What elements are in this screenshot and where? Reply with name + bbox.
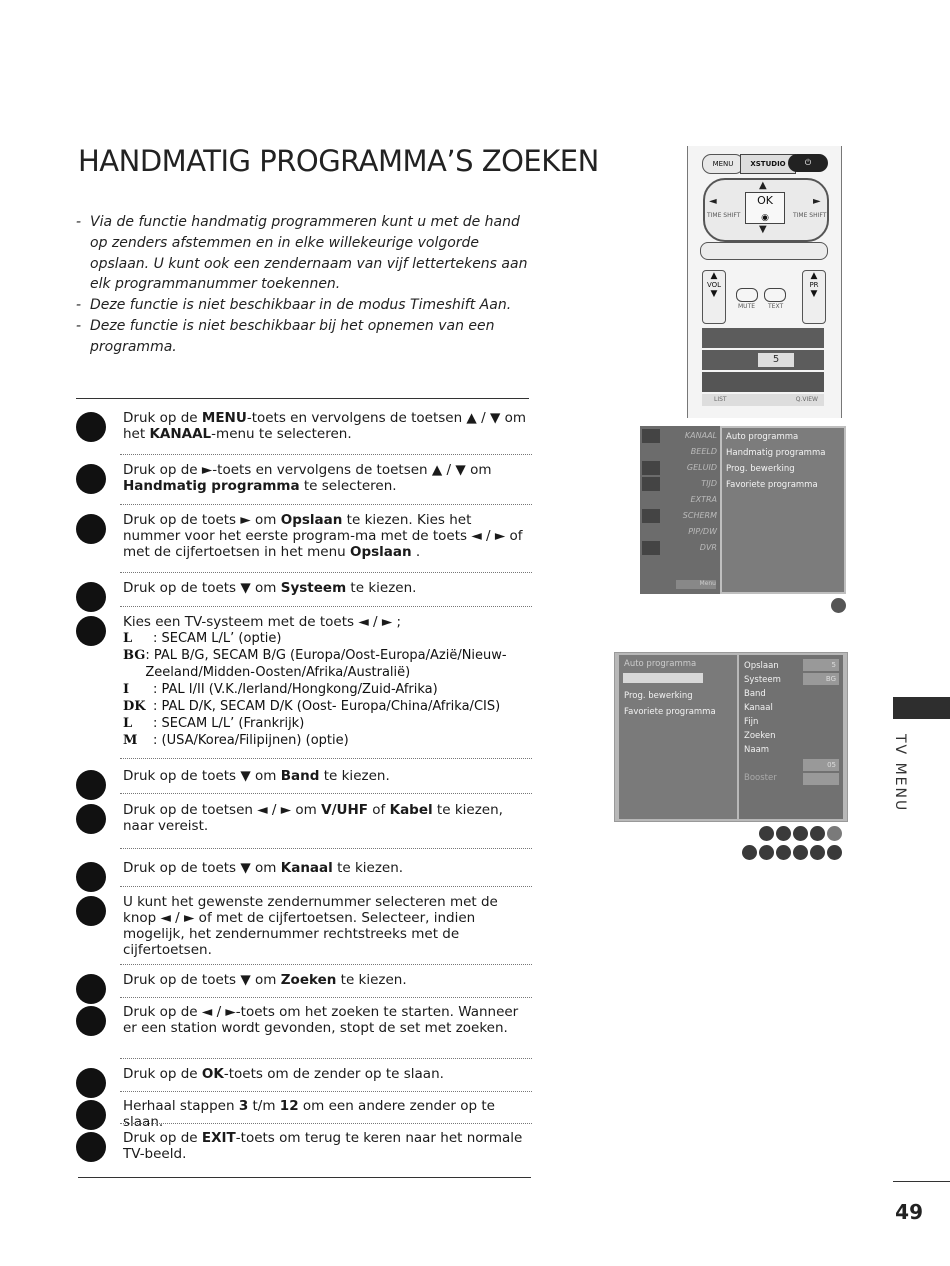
step-1: Druk op de MENU-toets en vervolgens de toetsen ▲ / ▼ om het KANAAL-menu te selecteren.	[76, 410, 532, 442]
intro-note: - Via de functie handmatig programmeren kunt u met de hand op zenders afstemmen en in elke willekeurige volgorde opslaan. U kunt ook een zendernaam van vijf lettertekens aan elk programmanummer toekennen.	[76, 214, 528, 293]
channel-number-display: 5	[758, 353, 794, 367]
menu-thumbnail-icon	[642, 461, 660, 475]
text-icon	[764, 288, 786, 302]
submenu-option: Prog. bewerking	[624, 691, 693, 701]
up-arrow-icon: ▲	[759, 180, 767, 191]
setting-label: Kanaal	[744, 703, 773, 713]
step-10: Druk op de toets ▼ om Zoeken te kiezen.	[76, 972, 532, 988]
intro-note: - Deze functie is niet beschikbaar in de modus Timeshift Aan.	[76, 297, 512, 314]
setting-label: Fijn	[744, 717, 759, 727]
step-badges-row	[759, 826, 842, 841]
number-row	[702, 350, 824, 370]
menu-category: BEELD	[690, 447, 717, 456]
menu-thumbnail-icon	[642, 509, 660, 523]
menu-category: KANAAL	[684, 431, 717, 440]
setting-label: Band	[744, 689, 766, 699]
step-bullet	[76, 770, 106, 800]
page-number: 49	[895, 1200, 923, 1224]
step-4: Druk op de toets ▼ om Systeem te kiezen.	[76, 580, 532, 596]
menu-category: PIP/DW	[688, 527, 717, 536]
step-5: Kies een TV-systeem met de toets ◄ / ► ; L : SECAM L/L’ (optie) BG : PAL B/G, SECAM B/G (Europa/Oost-Europa/Azië/Nieuw-Zeeland/Midden-Oosten/Afrika/Australië) I : PAL I/II (V.K./Ierland/Hongkong/Zuid-Afrika) DK : PAL D/K, SECAM D/K (Oost- Europa/China/Afrika/CIS) L : SECAM L/L’ (Frankrijk) M : (USA/Korea/Filipijnen) (optie)	[76, 614, 532, 749]
submenu-option: Handmatig programma	[726, 448, 826, 458]
down-arrow-icon: ▼	[759, 224, 767, 235]
step-badge	[776, 845, 791, 860]
left-arrow-icon: ◄	[709, 196, 717, 207]
step-9: U kunt het gewenste zendernummer selecteren met de knop ◄ / ► of met de cijfertoetsen. Selecteer, indien mogelijk, het zendernummer rechtstreeks met de cijfertoetsen.	[76, 894, 532, 958]
step-badge	[776, 826, 791, 841]
setting-value: 05	[803, 759, 839, 771]
list-qview-row	[702, 394, 824, 406]
setting-label: Naam	[744, 745, 770, 755]
menu-button: MENU	[702, 154, 744, 174]
menu-category-column	[640, 426, 720, 594]
step-bullet	[76, 974, 106, 1004]
menu-thumbnail-icon	[642, 477, 660, 491]
step-bullet	[76, 616, 106, 646]
number-row	[702, 328, 824, 348]
step-bullet	[76, 1006, 106, 1036]
menu-category: SCHERM	[682, 511, 717, 520]
step-bullet	[76, 862, 106, 892]
menu-thumbnail-icon	[642, 429, 660, 443]
list-label: LIST	[714, 396, 727, 403]
menu-category: TIJD	[701, 479, 717, 488]
submenu-option: Auto programma	[624, 659, 697, 669]
step-badge	[793, 845, 808, 860]
step-bullet	[76, 464, 106, 494]
menu-tag: Menu	[676, 580, 716, 589]
setting-label: Opslaan	[744, 661, 779, 671]
divider	[76, 398, 529, 399]
step-badge	[759, 845, 774, 860]
step-bullet	[76, 1068, 106, 1098]
mute-label: MUTE	[738, 303, 756, 310]
setting-label: Systeem	[744, 675, 781, 685]
tv-system-list	[123, 630, 532, 749]
submenu-option: Auto programma	[726, 432, 799, 442]
system-row: L : SECAM L/L’ (Frankrijk)	[123, 716, 305, 731]
step-badge	[742, 845, 757, 860]
setting-value: 5	[803, 659, 839, 671]
step-bullet	[76, 514, 106, 544]
channel-submenu	[619, 655, 737, 819]
section-tab	[893, 697, 950, 719]
intro-notes	[76, 212, 532, 358]
step-bullet	[76, 1100, 106, 1130]
step-12: Druk op de OK-toets om de zender op te slaan.	[76, 1066, 532, 1082]
step-6: Druk op de toets ▼ om Band te kiezen.	[76, 768, 532, 784]
menu-category: DVR	[699, 543, 717, 552]
vol-rocker: ▲ VOL ▼	[702, 270, 726, 324]
remote-control-illustration	[687, 146, 842, 418]
setting-label: Zoeken	[744, 731, 776, 741]
system-row: DK : PAL D/K, SECAM D/K (Oost- Europa/China/Afrika/CIS)	[123, 699, 501, 714]
step-badge	[810, 845, 825, 860]
mute-icon	[736, 288, 758, 302]
system-row: BG : PAL B/G, SECAM B/G (Europa/Oost-Europa/Azië/Nieuw-Zeeland/Midden-Oosten/Afrika/Australië)	[123, 648, 507, 680]
menu-category: EXTRA	[690, 495, 717, 504]
setting-value: BG	[803, 673, 839, 685]
selection-highlight	[623, 673, 703, 683]
step-badge	[827, 845, 842, 860]
step-badges-row	[742, 845, 842, 860]
xstudio-button: XSTUDIO	[740, 154, 796, 174]
step-bullet	[76, 412, 106, 442]
step-7: Druk op de toetsen ◄ / ► om V/UHF of Kabel te kiezen, naar vereist.	[76, 802, 532, 834]
dpad	[703, 178, 829, 242]
intro-note: - Deze functie is niet beschikbaar bij het opnemen van een programma.	[76, 317, 495, 355]
step-bullet	[76, 582, 106, 612]
submenu-option: Prog. bewerking	[726, 464, 795, 474]
pr-rocker: ▲ PR ▼	[802, 270, 826, 324]
menu-screenshot-kanaal	[640, 426, 846, 594]
system-row: L : SECAM L/L’ (optie)	[123, 631, 282, 646]
submenu-option: Favoriete programma	[624, 707, 716, 717]
system-row: I : PAL I/II (V.K./Ierland/Hongkong/Zuid-Afrika)	[123, 682, 438, 697]
kanaal-submenu	[722, 428, 844, 592]
step-bullet	[76, 1132, 106, 1162]
step-3: Druk op de toets ► om Opslaan te kiezen. Kies het nummer voor het eerste program-ma met de toets ◄ / ► of met de cijfertoetsen in het menu Opslaan .	[76, 512, 532, 560]
divider	[893, 1181, 950, 1182]
step-2: Druk op de ►-toets en vervolgens de toetsen ▲ / ▼ om Handmatig programma te selecteren.	[76, 462, 532, 494]
text-label: TEXT	[768, 303, 784, 310]
step-bullet	[76, 896, 106, 926]
step-14: Druk op de EXIT-toets om terug te keren naar het normale TV-beeld.	[76, 1130, 532, 1162]
step-bullet	[76, 804, 106, 834]
step-badge	[810, 826, 825, 841]
right-arrow-icon: ►	[813, 196, 821, 207]
step-8: Druk op de toets ▼ om Kanaal te kiezen.	[76, 860, 532, 876]
number-row	[702, 372, 824, 392]
qview-label: Q.VIEW	[795, 396, 818, 403]
section-label: TV MENU	[892, 734, 908, 813]
power-icon: ⏻	[788, 154, 828, 172]
step-13: Herhaal stappen 3 t/m 12 om een andere zender op te slaan.	[76, 1098, 532, 1130]
page-title: HANDMATIG PROGRAMMA’S ZOEKEN	[78, 144, 599, 178]
time-shift-left-label: TIME SHIFT	[707, 212, 741, 219]
menu-category: GELUID	[686, 463, 717, 472]
setting-label: Booster	[744, 773, 777, 783]
ok-button: OK ◉	[745, 192, 785, 224]
step-11: Druk op de ◄ / ►-toets om het zoeken te starten. Wanneer er een station wordt gevonden, stopt de set met zoeken.	[76, 1004, 532, 1036]
step-badge	[827, 826, 842, 841]
step-badge	[759, 826, 774, 841]
time-shift-right-label: TIME SHIFT	[793, 212, 827, 219]
menu-thumbnail-icon	[642, 541, 660, 555]
divider	[78, 1177, 531, 1178]
step-badge	[793, 826, 808, 841]
system-row: M : (USA/Korea/Filipijnen) (optie)	[123, 733, 349, 748]
step-badge	[831, 598, 846, 613]
pip-button-row	[700, 242, 828, 260]
submenu-option: Favoriete programma	[726, 480, 818, 490]
